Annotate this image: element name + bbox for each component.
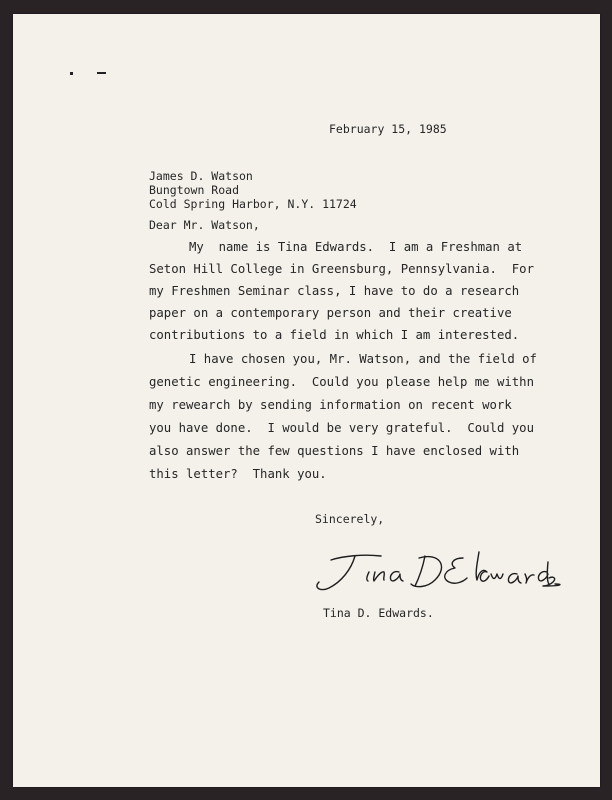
paragraph-line: paper on a contemporary person and their creative — [149, 306, 512, 320]
paragraph-line: my rewearch by sending information on recent work — [149, 398, 512, 412]
paragraph-line: I have chosen you, Mr. Watson, and the field of — [189, 352, 537, 366]
handwritten-signature — [303, 542, 563, 602]
closing: Sincerely, — [315, 512, 385, 526]
recipient-street: Bungtown Road — [149, 183, 240, 197]
paragraph-line: Seton Hill College in Greensburg, Pennsylvania. For — [149, 262, 534, 276]
stray-mark-dash — [97, 72, 106, 74]
paragraph-line: this letter? Thank you. — [149, 467, 327, 481]
salutation: Dear Mr. Watson, — [149, 218, 260, 232]
paragraph-line: also answer the few questions I have enclosed with — [149, 444, 520, 458]
paragraph-line: genetic engineering. Could you please help me withn — [149, 375, 534, 389]
paragraph-line: My name is Tina Edwards. I am a Freshman at — [189, 240, 523, 254]
paragraph-line: my Freshmen Seminar class, I have to do a research — [149, 284, 520, 298]
recipient-name: James D. Watson — [149, 169, 253, 183]
paragraph-line: contributions to a field in which I am interested. — [149, 328, 520, 342]
letter-page — [13, 14, 600, 787]
letter-date: February 15, 1985 — [329, 122, 447, 136]
recipient-city: Cold Spring Harbor, N.Y. 11724 — [149, 197, 357, 211]
signer-name: Tina D. Edwards. — [323, 606, 434, 620]
stray-mark-dot — [70, 72, 73, 75]
paragraph-line: you have done. I would be very grateful. Could you — [149, 421, 534, 435]
